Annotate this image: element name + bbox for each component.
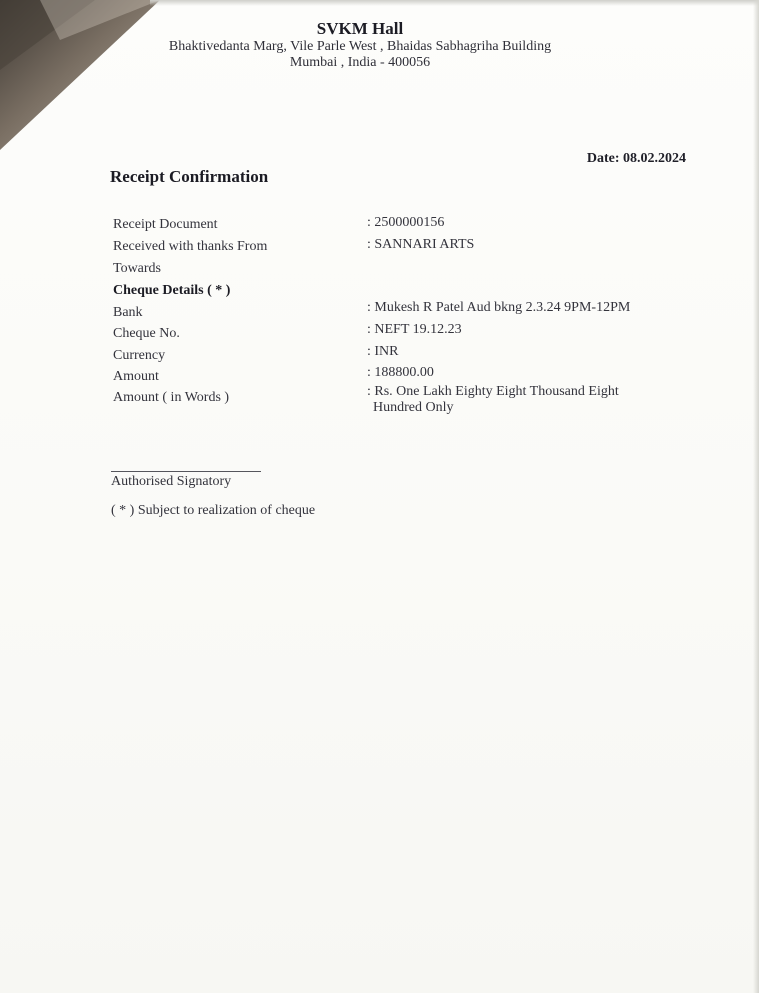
- authorised-signatory-label: Authorised Signatory: [111, 474, 232, 489]
- label-receipt-document: Receipt Document: [113, 217, 218, 232]
- value-currency: : INR: [367, 344, 399, 359]
- label-cheque-details: Cheque Details ( * ): [113, 283, 231, 298]
- scan-right-edge: [753, 0, 759, 993]
- label-amount-in-words: Amount ( in Words ): [113, 390, 230, 405]
- address-line-1: Bhaktivedanta Marg, Vile Parle West , Bhaidas Sabhagriha Building: [168, 39, 552, 54]
- cheque-realization-footnote: ( * ) Subject to realization of cheque: [111, 503, 316, 518]
- organization-name: SVKM Hall: [316, 19, 404, 38]
- label-received-from: Received with thanks From: [113, 239, 268, 254]
- receipt-date: Date: 08.02.2024: [586, 151, 686, 166]
- page-title: Receipt Confirmation: [110, 167, 269, 186]
- value-cheque-no: : NEFT 19.12.23: [367, 322, 462, 337]
- value-bank: : Mukesh R Patel Aud bkng 2.3.24 9PM-12PM: [367, 300, 631, 315]
- label-bank: Bank: [113, 305, 143, 320]
- letterhead: [100, 19, 620, 71]
- signature-line: [111, 471, 261, 472]
- label-currency: Currency: [113, 348, 166, 363]
- value-amount-in-words-line2: Hundred Only: [373, 400, 454, 415]
- value-receipt-document: : 2500000156: [367, 215, 445, 230]
- value-amount-in-words: : Rs. One Lakh Eighty Eight Thousand Eight: [367, 384, 619, 399]
- label-cheque-no: Cheque No.: [113, 326, 180, 341]
- label-amount: Amount: [113, 369, 159, 384]
- scan-top-edge: [150, 0, 759, 6]
- address-line-2: Mumbai , India - 400056: [289, 55, 431, 70]
- value-amount: : 188800.00: [367, 365, 434, 380]
- label-towards: Towards: [113, 261, 162, 276]
- value-received-from: : SANNARI ARTS: [367, 237, 475, 252]
